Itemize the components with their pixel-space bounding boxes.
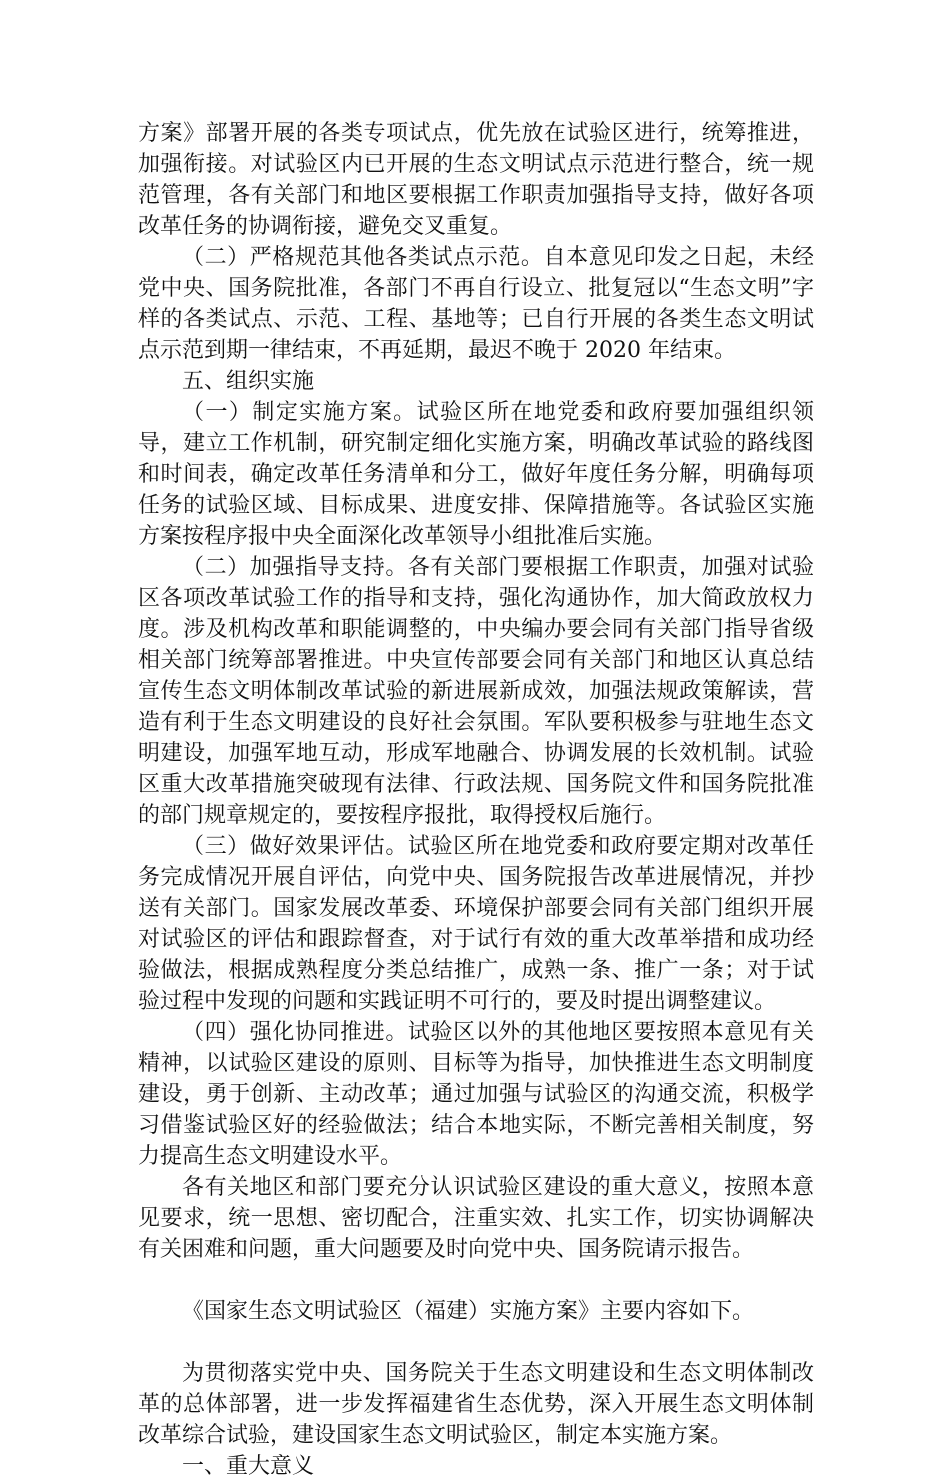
section-heading-organization: 五、组织实施 [182, 369, 315, 394]
paragraph-coordinated-advance: （四）强化协同推进。试验区以外的其他地区要按照本意见有关精神，以试验区建设的原则、目标等为指导，加快推进生态文明制度建设，勇于创新、主动改革；通过加强与试验区的沟通交流，积极学习借鉴试验区好的经验做法；结合本地实际，不断完善相关制度，努力提高生态文明建设水平。 [138, 1020, 814, 1169]
section-heading-significance: 一、重大意义 [182, 1454, 315, 1479]
paragraph-strict-standards: （二）严格规范其他各类试点示范。自本意见印发之日起，未经党中央、国务院批准，各部门不再自行设立、批复冠以“生态文明”字样的各类试点、示范、工程、基地等；已自行开展的各类生态文明试点示范到期一律结束，不再延期，最迟不晚于 2020 年结束。 [138, 245, 814, 363]
paragraph-fujian-intro: 《国家生态文明试验区（福建）实施方案》主要内容如下。 [182, 1299, 755, 1324]
document-page [138, 118, 814, 1482]
paragraph-implementation-plan: （一）制定实施方案。试验区所在地党委和政府要加强组织领导，建立工作机制，研究制定细化实施方案，明确改革试验的路线图和时间表，确定改革任务清单和分工，做好年度任务分解，明确每项任务的试验区域、目标成果、进度安排、保障措施等。各试验区实施方案按程序报中央全面深化改革领导小组批准后实施。 [138, 400, 814, 549]
paragraph-fujian-purpose: 为贯彻落实党中央、国务院关于生态文明建设和生态文明体制改革的总体部署，进一步发挥福建省生态优势，深入开展生态文明体制改革综合试验，建设国家生态文明试验区，制定本实施方案。 [138, 1361, 814, 1448]
paragraph-continuation: 方案》部署开展的各类专项试点，优先放在试验区进行，统筹推进，加强衔接。对试验区内已开展的生态文明试点示范进行整合，统一规范管理，各有关部门和地区要根据工作职责加强指导支持，做好各项改革任务的协调衔接，避免交叉重复。 [138, 121, 814, 239]
paragraph-effect-evaluation: （三）做好效果评估。试验区所在地党委和政府要定期对改革任务完成情况开展自评估，向党中央、国务院报告改革进展情况，并抄送有关部门。国家发展改革委、环境保护部要会同有关部门组织开展对试验区的评估和跟踪督查，对于试行有效的重大改革举措和成功经验做法，根据成熟程度分类总结推广，成熟一条、推广一条；对于试验过程中发现的问题和实践证明不可行的，要及时提出调整建议。 [138, 834, 814, 1014]
paragraph-closing-remarks: 各有关地区和部门要充分认识试验区建设的重大意义，按照本意见要求，统一思想、密切配合，注重实效、扎实工作，切实协调解决有关困难和问题，重大问题要及时向党中央、国务院请示报告。 [138, 1175, 814, 1262]
spacer [138, 1265, 814, 1296]
paragraph-guidance-support: （二）加强指导支持。各有关部门要根据工作职责，加强对试验区各项改革试验工作的指导和支持，强化沟通协作，加大简政放权力度。涉及机构改革和职能调整的，中央编办要会同有关部门指导省级相关部门统筹部署推进。中央宣传部要会同有关部门和地区认真总结宣传生态文明体制改革试验的新进展新成效，加强法规政策解读，营造有利于生态文明建设的良好社会氛围。军队要积极参与驻地生态文明建设，加强军地互动，形成军地融合、协调发展的长效机制。试验区重大改革措施突破现有法律、行政法规、国务院文件和国务院批准的部门规章规定的，要按程序报批，取得授权后施行。 [138, 555, 814, 828]
spacer [138, 1327, 814, 1358]
